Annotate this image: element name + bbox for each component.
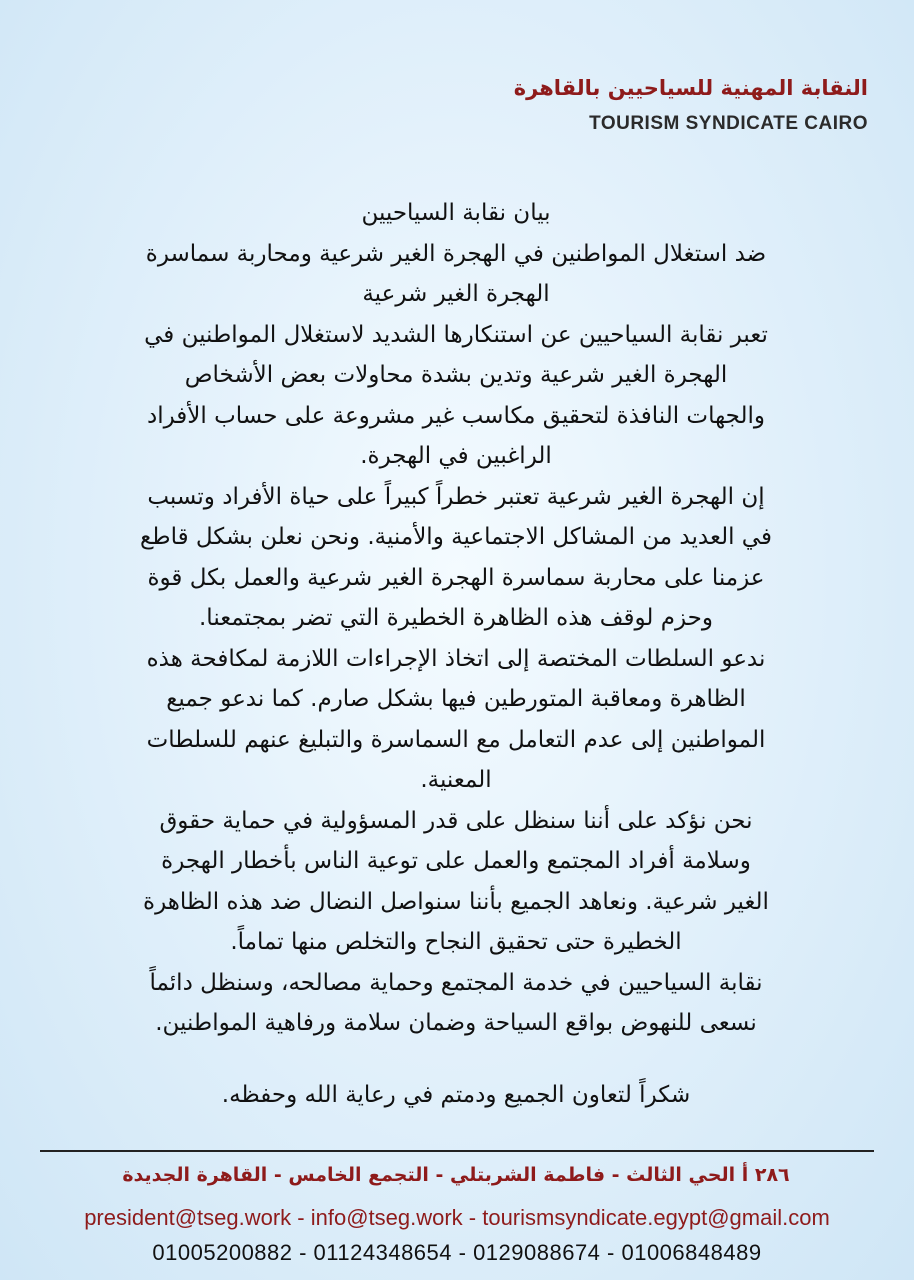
statement-line: المواطنين إلى عدم التعامل مع السماسرة والتبليغ عنهم للسلطات <box>146 726 766 753</box>
statement-line: عزمنا على محاربة سماسرة الهجرة الغير شرعية والعمل بكل قوة <box>147 564 765 591</box>
statement-line: الخطيرة حتى تحقيق النجاح والتخلص منها تماماً. <box>230 929 682 955</box>
statement-line: نسعى للنهوض بواقع السياحة وضمان سلامة ورفاهية المواطنين. <box>155 1010 757 1036</box>
statement-line: الراغبين في الهجرة. <box>360 443 552 469</box>
statement-line: الظاهرة ومعاقبة المتورطين فيها بشكل صارم. كما ندعو جميع <box>166 686 746 712</box>
statement-line: وسلامة أفراد المجتمع والعمل على توعية الناس بأخطار الهجرة <box>161 848 751 874</box>
statement-line: في العديد من المشاكل الاجتماعية والأمنية. ونحن نعلن بشكل قاطع <box>140 524 772 550</box>
statement-line: الهجرة الغير شرعية وتدين بشدة محاولات بعض الأشخاص <box>184 362 728 388</box>
statement-line: نحن نؤكد على أننا سنظل على قدر المسؤولية في حماية حقوق <box>159 807 753 834</box>
org-name-arabic: النقابة المهنية للسياحيين بالقاهرة <box>513 76 868 100</box>
footer-emails: president@tseg.work - info@tseg.work - tourismsyndicate.egypt@gmail.com <box>84 1205 830 1230</box>
statement-line: والجهات النافذة لتحقيق مكاسب غير مشروعة على حساب الأفراد <box>146 402 766 429</box>
statement-line: ندعو السلطات المختصة إلى اتخاذ الإجراءات اللازمة لمكافحة هذه <box>146 645 766 672</box>
statement-line: المعنية. <box>420 767 492 793</box>
statement-subtitle: ضد استغلال المواطنين في الهجرة الغير شرعية ومحاربة سماسرة <box>145 240 767 267</box>
footer-address: ٢٨٦ أ الحي الثالث - فاطمة الشربتلي - التجمع الخامس - القاهرة الجديدة <box>122 1164 790 1186</box>
footer-divider <box>40 1150 874 1152</box>
statement-line: إن الهجرة الغير شرعية تعتبر خطراً كبيراً على حياة الأفراد وتسبب <box>147 483 765 510</box>
org-name-english: TOURISM SYNDICATE CAIRO <box>589 113 868 134</box>
statement-body <box>30 193 882 1044</box>
statement-line: نقابة السياحيين في خدمة المجتمع وحماية مصالحه، وسنظل دائماً <box>149 969 763 996</box>
letterhead <box>0 0 914 190</box>
statement-title: بيان نقابة السياحيين <box>361 200 551 226</box>
footer-phones: 01005200882 - 01124348654 - 0129088674 - 01006848489 <box>152 1240 762 1265</box>
statement-line: وحزم لوقف هذه الظاهرة الخطيرة التي تضر بمجتمعنا. <box>199 605 713 631</box>
closing-line: شكراً لتعاون الجميع ودمتم في رعاية الله وحفظه. <box>221 1082 691 1108</box>
statement-subtitle: الهجرة الغير شرعية <box>362 281 550 307</box>
statement-line: تعبر نقابة السياحيين عن استنكارها الشديد لاستغلال المواطنين في <box>144 321 768 348</box>
statement-line: الغير شرعية. ونعاهد الجميع بأننا سنواصل النضال ضد هذه الظاهرة <box>143 888 769 915</box>
